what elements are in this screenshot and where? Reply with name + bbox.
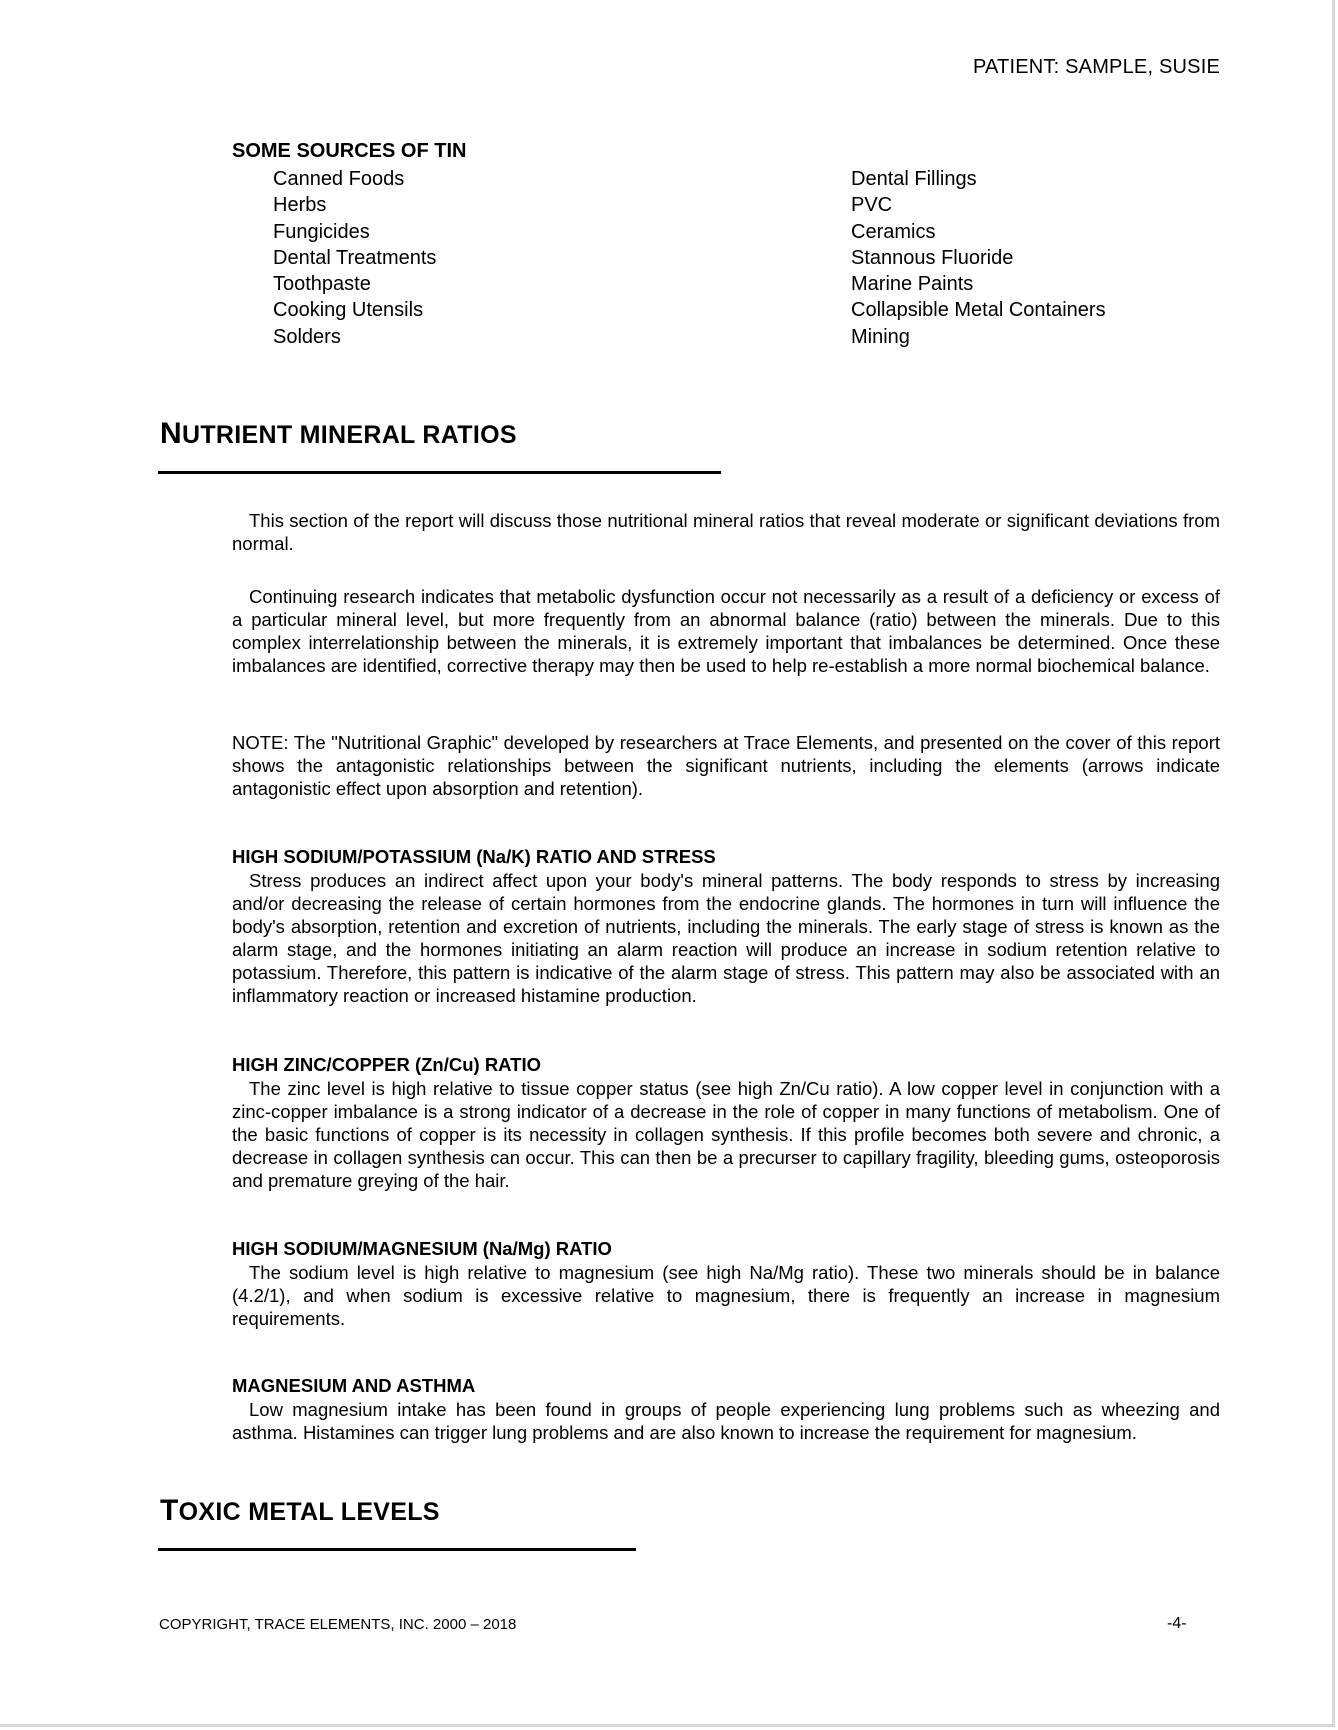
heading-initial: T: [160, 1494, 179, 1527]
tin-source-item: Solders: [273, 325, 341, 348]
zn-cu-ratio-heading: HIGH ZINC/COPPER (Zn/Cu) RATIO: [232, 1054, 541, 1075]
research-paragraph: Continuing research indicates that metabolic dysfunction occur not necessarily as a result of a deficiency or excess of a particular mineral level, but more frequently from an abnormal balance (ratio) between the minerals. Due to this complex interrelationship between the minerals, it is extremely important that imbalances be determined. Once these imbalances are identified, corrective therapy may then be used to help re-establish a more normal biochemical balance.: [232, 586, 1220, 676]
tin-source-item: Herbs: [273, 194, 327, 217]
heading-initial: N: [160, 417, 182, 450]
tin-source-item: Collapsible Metal Containers: [851, 299, 1106, 322]
tin-source-item: Dental Fillings: [851, 168, 977, 190]
tin-sources-left-list: [273, 166, 436, 350]
heading-rest: OXIC METAL LEVELS: [178, 1498, 440, 1526]
tin-sources-title: SOME SOURCES OF TIN: [232, 140, 467, 162]
tin-source-item: Cooking Utensils: [273, 299, 424, 322]
tin-source-item: Dental Treatments: [273, 246, 437, 269]
tin-source-item: Ceramics: [851, 220, 936, 243]
tin-sources-right-list: [851, 166, 1106, 350]
tin-source-item: Fungicides: [273, 220, 370, 243]
page-number: -4-: [1167, 1615, 1187, 1632]
tin-source-item: Mining: [851, 325, 910, 348]
magnesium-asthma-heading: MAGNESIUM AND ASTHMA: [232, 1375, 476, 1396]
nutrient-mineral-ratios-heading: [160, 417, 517, 451]
na-mg-ratio-paragraph: The sodium level is high relative to magnesium (see high Na/Mg ratio). These two minerals should be in balance (4.2/1), and when sodium is excessive relative to magnesium, there is frequently an increase in magnesium requirements.: [232, 1262, 1220, 1329]
tin-source-item: PVC: [851, 194, 893, 217]
tin-source-item: Toothpaste: [273, 273, 371, 296]
section-divider: [158, 1548, 636, 1551]
footer-copyright: COPYRIGHT, TRACE ELEMENTS, INC. 2000 – 2018: [159, 1616, 517, 1633]
note-paragraph: NOTE: The "Nutritional Graphic" developed by researchers at Trace Elements, and presented on the cover of this report shows the antagonistic relationships between the significant nutrients, including the elements (arrows indicate antagonistic effect upon absorption and retention).: [232, 732, 1220, 799]
na-k-ratio-paragraph: Stress produces an indirect affect upon your body's mineral patterns. The body responds to stress by increasing and/or decreasing the release of certain hormones from the endocrine glands. The hormones in turn will influence the body's absorption, retention and excretion of nutrients, including the minerals. The early stage of stress is known as the alarm stage, and the hormones initiating an alarm reaction will produce an increase in sodium retention relative to potassium. Therefore, this pattern is indicative of the alarm stage of stress. This pattern may also be associated with an inflammatory reaction or increased histamine production.: [232, 870, 1220, 1006]
magnesium-asthma-paragraph: Low magnesium intake has been found in groups of people experiencing lung problems such as wheezing and asthma. Histamines can trigger lung problems and are also known to increase the requirement for magnesium.: [232, 1399, 1220, 1443]
patient-name-header: PATIENT: SAMPLE, SUSIE: [972, 56, 1220, 78]
na-mg-ratio-heading: HIGH SODIUM/MAGNESIUM (Na/Mg) RATIO: [232, 1238, 612, 1259]
tin-source-item: Stannous Fluoride: [851, 246, 1014, 269]
intro-paragraph: This section of the report will discuss those nutritional mineral ratios that reveal moderate or significant deviations from normal.: [232, 510, 1220, 554]
na-k-ratio-heading: HIGH SODIUM/POTASSIUM (Na/K) RATIO AND STRESS: [232, 846, 716, 867]
section-divider: [158, 471, 721, 474]
heading-rest: UTRIENT MINERAL RATIOS: [181, 421, 517, 449]
toxic-metal-levels-heading: [160, 1494, 440, 1528]
tin-source-item: Canned Foods: [273, 168, 405, 190]
tin-source-item: Marine Paints: [851, 273, 974, 296]
zn-cu-ratio-paragraph: The zinc level is high relative to tissue copper status (see high Zn/Cu ratio). A low copper level in conjunction with a zinc-copper imbalance is a strong indicator of a decrease in the role of copper in many functions of metabolism. One of the basic functions of copper is its necessity in collagen synthesis. If this profile becomes both severe and chronic, a decrease in collagen synthesis can occur. This can then be a precurser to capillary fragility, bleeding gums, osteoporosis and premature greying of the hair.: [232, 1078, 1220, 1191]
